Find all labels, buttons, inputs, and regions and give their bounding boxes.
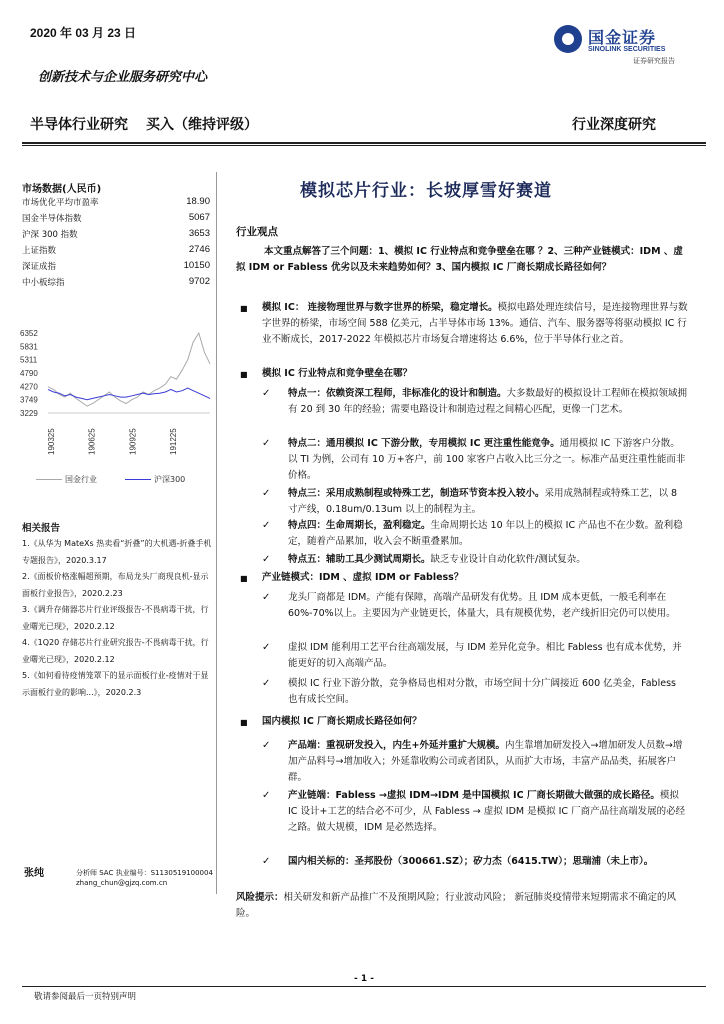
check-icon: ✓	[262, 790, 271, 801]
legend-item: 国金行业	[36, 474, 97, 485]
author-name: 张纯	[24, 868, 44, 879]
column-divider	[216, 172, 217, 894]
chart-legend	[36, 474, 185, 485]
feature-1: 特点一：依赖资深工程师，非标准化的设计和制造。大多数最好的模拟设计工程师在模拟领域拥有 20 到 30 年的经验；需要电路设计和制造过程之间精心匹配，更像一门艺术。	[288, 388, 688, 415]
risk-warning: 风险提示：相关研发和新产品推广不及预期风险；行业波动风险； 新冠肺炎疫情带来短期需求不确定的风险。	[236, 892, 677, 919]
related-report-link[interactable]: 5.《如何看待疫情笼罩下的显示面板行业-疫情对于显示面板行业的影响...》，2020.2.3	[22, 671, 209, 697]
related-reports-title: 相关报告	[22, 523, 61, 534]
model-idm: 龙头厂商都是 IDM。产能有保障，高端产品研发有优势。且 IDM 成本更低，一般毛利率在 60%-70%以上。主要因为产业链更长，体量大，具有规模优势，老产线折旧完仍可以使用。	[288, 592, 676, 619]
header-divider	[22, 142, 706, 144]
subheading-models: 产业链模式：IDM 、虚拟 IDM or Fabless？	[262, 572, 464, 583]
check-icon: ✓	[262, 856, 271, 867]
market-row: 上证指数 2746	[22, 244, 210, 256]
check-icon: ✓	[262, 592, 271, 603]
feature-3: 特点三：采用成熟制程或特殊工艺，制造环节资本投入较小。采用成熟制程或特殊工艺，以 8 寸产线，0.18um/0.13um 以上的制程为主。	[288, 488, 678, 515]
industry: 半导体行业研究	[30, 117, 128, 133]
check-icon: ✓	[262, 388, 271, 399]
y-tick-label: 5311	[20, 355, 38, 365]
market-data-title: 市场数据(人民币)	[22, 184, 102, 195]
check-icon: ✓	[262, 678, 271, 689]
intro-paragraph: 本文重点解答了三个问题：1、模拟 IC 行业特点和竞争壁垒在哪 ？2、三种产业链模式：IDM 、虚拟 IDM or Fabless 优劣以及未来趋势如何？3、国内模拟 IC 厂商长期成长路径如何？	[236, 246, 683, 273]
page-number: - 1 -	[350, 974, 378, 984]
bullet-icon: ■	[240, 370, 248, 379]
check-icon: ✓	[262, 740, 271, 751]
x-tick-label: 190325	[47, 428, 56, 455]
series-line	[48, 388, 210, 400]
feature-5: 特点五：辅助工具少测试周期长。缺乏专业设计自动化软件/测试复杂。	[288, 554, 586, 565]
section-heading: 行业观点	[236, 226, 278, 238]
market-row: 沪深 300 指数 3653	[22, 228, 210, 240]
report-date: 2020 年 03 月 23 日	[30, 26, 137, 40]
growth-product: 产品端：重视研发投入，内生+外延并重扩大规模。内生靠增加研发投入→增加研发人员数→增加产品料号→增加收入；外延靠收购公司或者团队，从而扩大市场，丰富产品品类，拓展客户群。	[288, 740, 683, 783]
legend-swatch	[36, 479, 62, 480]
footer-divider	[22, 986, 706, 987]
brand-name: 国金证券	[588, 28, 657, 47]
feature-4: 特点四：生命周期长，盈利稳定。生命周期长达 10 年以上的模拟 IC 产品也不在少数。盈利稳定，随着产品累加，收入会不断重叠累加。	[288, 520, 683, 547]
y-tick-label: 5831	[20, 342, 38, 352]
rating: 买入（维持评级）	[146, 117, 258, 133]
check-icon: ✓	[262, 554, 271, 565]
bullet-icon: ■	[240, 574, 248, 583]
report-title: 模拟芯片行业：长坡厚雪好赛道	[300, 181, 552, 201]
model-virtual-idm: 虚拟 IDM 能利用工艺平台往高端发展，与 IDM 差异化竞争。相比 Fabless 也有成本优势，并能更好的切入高端产品。	[288, 642, 682, 669]
check-icon: ✓	[262, 642, 271, 653]
brand-name-en: SINOLINK SECURITIES	[588, 46, 666, 53]
subheading-features: 模拟 IC 行业特点和竞争壁垒在哪？	[262, 368, 413, 379]
legend-swatch	[125, 479, 151, 480]
index-chart	[18, 325, 214, 470]
brand-mark-icon	[554, 25, 582, 53]
check-icon: ✓	[262, 488, 271, 499]
related-report-link[interactable]: 4.《1Q20 存储芯片行业研究报告-不畏病毒干扰，行业曙光已现》，2020.2.12	[22, 638, 209, 664]
analyst-info	[76, 868, 213, 888]
footer-disclaimer: 敬请参阅最后一页特别声明	[34, 992, 137, 1002]
x-tick-label: 190925	[128, 428, 138, 455]
market-row: 市场优化平均市盈率 18.90	[22, 196, 210, 208]
bullet-icon: ■	[240, 304, 248, 313]
x-tick-label: 191225	[169, 428, 178, 455]
related-report-link[interactable]: 1.《从华为 MateXs 热卖看“折叠”的大机遇-折叠手机专题报告》，2020.3.17	[22, 539, 212, 565]
department: 创新技术与企业服务研究中心	[38, 70, 208, 85]
brand-subtitle: 证券研究报告	[633, 57, 675, 65]
subheading-growth: 国内模拟 IC 厂商长期成长路径如何？	[262, 716, 422, 727]
market-row: 深证成指 10150	[22, 260, 210, 272]
bullet-icon: ■	[240, 718, 248, 727]
y-tick-label: 3229	[20, 409, 38, 418]
analyst-email[interactable]: zhang_chun@gjzq.com.cn	[76, 879, 168, 887]
legend-item: 沪深300	[125, 474, 185, 485]
y-tick-label: 6352	[20, 329, 38, 338]
related-stocks: 国内相关标的：圣邦股份（300661.SZ）；矽力杰（6415.TW）；思瑞浦（未上市）。	[288, 856, 654, 867]
header-divider-thin	[22, 145, 706, 146]
y-tick-label: 3749	[20, 395, 38, 405]
model-fabless: 模拟 IC 行业下游分散，竞争格局也相对分散，市场空间十分广阔接近 600 亿美金，Fabless 也有成长空间。	[288, 678, 676, 705]
report-type: 行业深度研究	[572, 117, 656, 133]
related-report-link[interactable]: 2.《面板价格涨幅超预期，布局龙头厂商现良机-显示面板行业报告》，2020.2.23	[22, 572, 209, 598]
y-tick-label: 4270	[20, 382, 38, 392]
y-tick-label: 4790	[20, 369, 38, 378]
check-icon: ✓	[262, 520, 271, 531]
x-tick-label: 190625	[87, 428, 97, 455]
related-report-link[interactable]: 3.《调升存储器芯片行业评级报告-不畏病毒干扰，行业曙光已现》，2020.2.12	[22, 605, 209, 631]
growth-chain: 产业链端：Fabless →虚拟 IDM→IDM 是中国模拟 IC 厂商长期做大做强的成长路径。模拟 IC 设计+工艺的结合必不可少，从 Fabless → 虚拟 IDM 是模拟 IC 厂商产品往高端发展的必经之路。做大规模，IDM 是必然选择。	[288, 790, 686, 833]
industry-headline	[30, 114, 258, 134]
check-icon: ✓	[262, 438, 271, 449]
paragraph-analog-ic: 模拟 IC： 连接物理世界与数字世界的桥梁，稳定增长。模拟电路处理连续信号，是连接物理世界与数字世界的桥梁，市场空间 588 亿美元，占半导体市场 13%。通信、汽车、服务器等将驱动模拟 IC 行业不断成长，2017-2022 年模拟芯片市场复合增速将达 6.6%，位于半导体行业之首。	[262, 302, 688, 345]
feature-2: 特点二：通用模拟 IC 下游分散，专用模拟 IC 更注重性能竞争。通用模拟 IC 下游客户分散。 以 TI 为例，公司有 10 万+客户，前 100 家客户占收入比三分之一。标准产品更注重性能而非价格。	[288, 438, 686, 481]
market-row: 中小板综指 9702	[22, 276, 210, 288]
market-row: 国金半导体指数 5067	[22, 212, 210, 224]
analyst-credential: 分析师 SAC 执业编号：S1130519100004	[76, 869, 213, 877]
